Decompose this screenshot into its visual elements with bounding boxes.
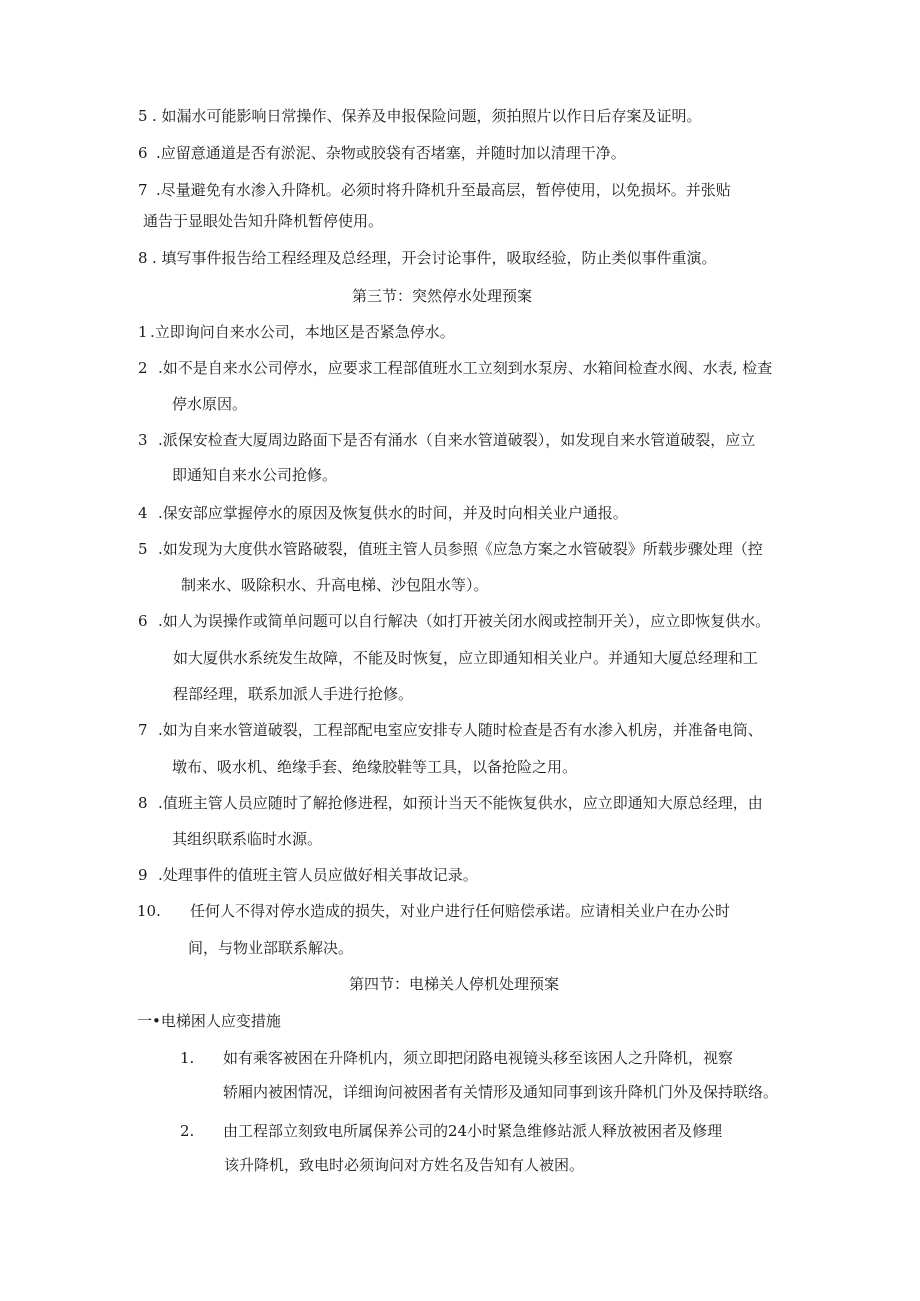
item-number: 4 xyxy=(138,504,148,522)
item-text: .保安部应掌握停水的原因及恢复供水的时间，并及时向相关业户通报。 xyxy=(158,504,628,522)
item-number: 6 xyxy=(138,144,148,162)
item-number: 2. xyxy=(180,1122,195,1140)
item-number: 5 xyxy=(138,540,148,558)
item-text: .应留意通道是否有淤泥、杂物或胶袋有否堵塞，并随时加以清理干净。 xyxy=(156,144,626,162)
item-text: 间，与物业部联系解决。 xyxy=(188,939,354,957)
item-number: 6 xyxy=(138,612,148,630)
item-text: 制来水、吸除积水、升高电梯、沙包阻水等）。 xyxy=(181,576,489,594)
item-text: 即通知自来水公司抢修。 xyxy=(172,466,338,484)
item-text: 墩布、吸水机、绝缘手套、绝缘胶鞋等工具，以备抢险之用。 xyxy=(172,758,578,776)
item-text: 程部经理，联系加派人手进行抢修。 xyxy=(173,685,414,703)
item-number: 2 xyxy=(138,359,148,377)
subsection-title: 一•电梯困人应变措施 xyxy=(137,1012,281,1030)
item-number: 1. xyxy=(180,1049,195,1067)
item-text: .处理事件的值班主管人员应做好相关事故记录。 xyxy=(158,866,478,884)
item-text: 通告于显眼处告知升降机暂停使用。 xyxy=(143,212,384,230)
item-text: 停水原因。 xyxy=(172,395,248,413)
item-text: . 如漏水可能影响日常操作、保养及申报保险问题，须拍照片以作日后存案及证明。 xyxy=(152,107,702,125)
item-number: 8 xyxy=(138,249,148,267)
item-number: 10. xyxy=(137,902,161,920)
item-number: 8 xyxy=(138,794,148,812)
item-text: 如有乘客被困在升降机内，须立即把闭路电视镜头移至该困人之升降机，视察 xyxy=(223,1049,734,1067)
item-text: 如大厦供水系统发生故障，不能及时恢复，应立即通知相关业户。并通知大厦总经理和工 xyxy=(173,649,759,667)
item-number: 7 xyxy=(138,721,148,739)
item-text: .派保安检查大厦周边路面下是否有涌水（自来水管道破裂），如发现自来水管道破裂，应立 xyxy=(158,431,756,449)
item-text: 由工程部立刻致电所属保养公司的24小时紧急维修站派人释放被困者及修理 xyxy=(223,1122,723,1140)
item-text: .如人为误操作或简单问题可以自行解决（如打开被关闭水阀或控制开关），应立即恢复供水。 xyxy=(158,612,771,630)
section-title: 第三节：突然停水处理预案 xyxy=(352,287,533,305)
item-text: .如不是自来水公司停水，应要求工程部值班水工立刻到水泵房、水箱间检查水阀、水表, 检查 xyxy=(158,359,773,377)
item-text: .尽量避免有水渗入升降机。必须时将升降机升至最高层，暂停使用，以免损坏。并张贴 xyxy=(156,181,731,199)
item-text: .如发现为大度供水管路破裂，值班主管人员参照《应急方案之水管破裂》所载步骤处理（控 xyxy=(158,540,763,558)
item-text: 轿厢内被困情况，详细询问被困者有关情形及通知同事到该升降机门外及保持联络。 xyxy=(223,1083,779,1101)
section-title: 第四节：电梯关人停机处理预案 xyxy=(349,975,560,993)
item-text: .值班主管人员应随时了解抢修进程，如预计当天不能恢复供水，应立即通知大原总经理，由 xyxy=(158,794,763,812)
item-text: . 填写事件报告给工程经理及总经理，开会讨论事件，吸取经验，防止类似事件重演。 xyxy=(152,249,717,267)
item-number: 3 xyxy=(138,431,148,449)
item-text: .立即询问自来水公司，本地区是否紧急停水。 xyxy=(150,323,455,341)
item-text: 任何人不得对停水造成的损失，对业户进行任何赔偿承诺。应请相关业户在办公时 xyxy=(190,902,731,920)
item-text: 其组织联系临时水源。 xyxy=(172,830,323,848)
item-number: 1 xyxy=(138,323,148,341)
item-number: 9 xyxy=(138,866,148,884)
item-text: .如为自来水管道破裂，工程部配电室应安排专人随时检查是否有水渗入机房，并准备电筒、 xyxy=(158,721,763,739)
item-number: 5 xyxy=(138,107,148,125)
item-number: 7 xyxy=(138,181,148,199)
item-text: 该升降机，致电时必须询问对方姓名及告知有人被困。 xyxy=(224,1156,585,1174)
